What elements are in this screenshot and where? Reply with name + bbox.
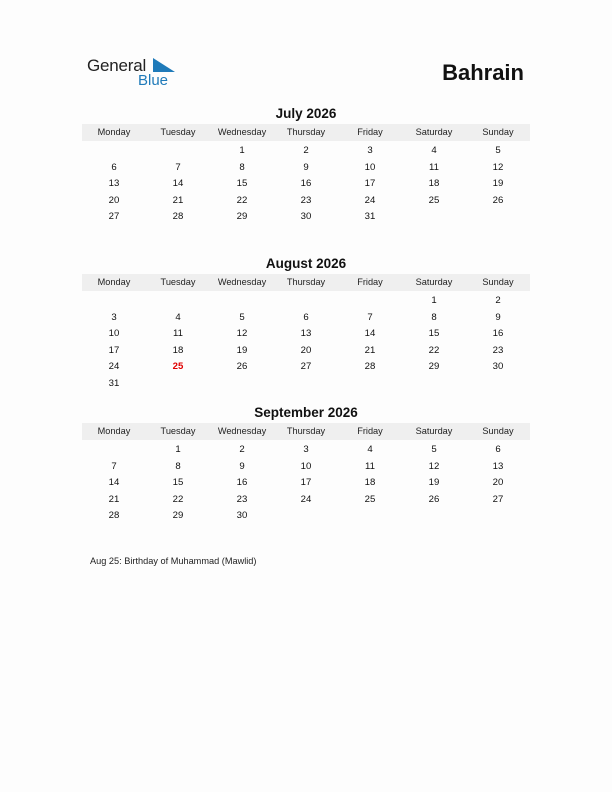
empty-day-cell <box>402 209 466 226</box>
month-august <box>82 255 530 393</box>
week-row <box>82 193 530 210</box>
week-row <box>82 459 530 476</box>
weekday-label: Tuesday <box>160 426 196 436</box>
weekday-label: Friday <box>357 426 383 436</box>
logo-triangle-icon <box>153 58 175 72</box>
empty-day-cell <box>210 293 274 310</box>
day-cell: 9 <box>303 161 309 173</box>
weekday-label: Sunday <box>482 127 514 137</box>
month-july <box>82 105 530 226</box>
week-row <box>82 376 530 393</box>
day-cell: 19 <box>492 178 504 190</box>
empty-day-cell <box>274 508 338 525</box>
day-cell: 15 <box>172 477 184 489</box>
day-cell: 15 <box>428 328 440 340</box>
day-cell: 18 <box>364 477 376 489</box>
day-cell: 28 <box>108 510 120 522</box>
day-cell: 30 <box>236 510 248 522</box>
weekday-label: Saturday <box>415 277 453 287</box>
day-cell: 13 <box>108 178 120 190</box>
day-cell: 30 <box>300 211 312 223</box>
day-cell: 9 <box>239 460 245 472</box>
day-cell: 17 <box>300 477 312 489</box>
day-cell: 16 <box>300 178 312 190</box>
day-cell: 6 <box>303 311 309 323</box>
day-cell: 20 <box>108 194 120 206</box>
empty-day-cell <box>274 376 338 393</box>
weekday-label: Sunday <box>482 426 514 436</box>
day-cell: 27 <box>492 493 504 505</box>
weekday-label: Thursday <box>286 277 326 287</box>
weekday-label: Tuesday <box>160 277 196 287</box>
day-cell: 3 <box>303 444 309 455</box>
day-cell: 24 <box>300 493 312 505</box>
day-cell: 21 <box>172 194 184 206</box>
day-cell: 9 <box>495 311 501 323</box>
day-cell: 7 <box>367 311 373 323</box>
day-cell: 13 <box>492 460 504 472</box>
day-cell: 12 <box>492 161 504 173</box>
day-cell: 18 <box>428 178 440 190</box>
day-cell: 24 <box>364 194 376 206</box>
day-cell: 29 <box>236 211 248 223</box>
day-cell: 2 <box>303 145 309 156</box>
day-cell: 16 <box>236 477 248 489</box>
weekday-label: Wednesday <box>217 127 267 137</box>
day-cell: 14 <box>108 477 120 489</box>
day-cell: 19 <box>236 344 248 356</box>
empty-day-cell <box>402 508 466 525</box>
day-cell: 21 <box>364 344 376 356</box>
day-cell: 1 <box>431 295 437 306</box>
country-title: Bahrain <box>442 60 524 85</box>
day-cell: 30 <box>492 361 504 373</box>
day-cell: 22 <box>236 194 248 206</box>
day-cell: 21 <box>108 493 120 505</box>
empty-day-cell <box>274 293 338 310</box>
empty-day-cell <box>338 376 402 393</box>
day-cell: 1 <box>175 444 181 455</box>
week-row <box>82 508 530 525</box>
empty-day-cell <box>146 143 210 160</box>
logo <box>87 56 187 92</box>
day-cell: 20 <box>492 477 504 489</box>
day-cell: 8 <box>431 311 437 323</box>
empty-day-cell <box>146 293 210 310</box>
day-cell: 23 <box>300 194 312 206</box>
day-cell: 3 <box>367 145 373 156</box>
day-cell: 29 <box>172 510 184 522</box>
weekday-label: Thursday <box>286 127 326 137</box>
empty-day-cell <box>146 376 210 393</box>
day-cell: 12 <box>236 328 248 340</box>
day-cell: 17 <box>108 344 120 356</box>
day-cell: 24 <box>108 361 120 373</box>
week-row <box>82 209 530 226</box>
day-cell: 18 <box>172 344 184 356</box>
day-cell: 4 <box>175 311 181 323</box>
day-cell: 5 <box>495 145 501 156</box>
weekday-header <box>82 423 530 440</box>
day-cell: 31 <box>364 211 376 223</box>
day-cell: 26 <box>492 194 504 206</box>
day-cell: 7 <box>175 161 181 173</box>
day-cell: 5 <box>239 311 245 323</box>
empty-day-cell <box>466 508 530 525</box>
weekday-label: Monday <box>97 277 131 287</box>
empty-day-cell <box>466 209 530 226</box>
day-cell: 6 <box>111 161 117 173</box>
empty-day-cell <box>82 143 146 160</box>
day-cell: 7 <box>111 460 117 472</box>
weekday-label: Friday <box>357 277 383 287</box>
weekday-label: Wednesday <box>217 277 267 287</box>
day-cell: 25 <box>428 194 440 206</box>
day-cell: 10 <box>300 460 312 472</box>
day-cell: 29 <box>428 361 440 373</box>
day-cell: 26 <box>428 493 440 505</box>
day-cell: 10 <box>364 161 376 173</box>
month-grid <box>82 442 530 525</box>
weekday-label: Wednesday <box>217 426 267 436</box>
day-cell: 10 <box>108 328 120 340</box>
empty-day-cell <box>466 376 530 393</box>
day-cell: 23 <box>236 493 248 505</box>
week-row <box>82 475 530 492</box>
weekday-label: Sunday <box>482 277 514 287</box>
empty-day-cell <box>82 293 146 310</box>
day-cell: 1 <box>239 145 245 156</box>
month-title: July 2026 <box>275 106 337 121</box>
empty-day-cell <box>82 442 146 459</box>
day-cell: 13 <box>300 328 312 340</box>
empty-day-cell <box>338 508 402 525</box>
day-cell: 28 <box>172 211 184 223</box>
weekday-label: Tuesday <box>160 127 196 137</box>
day-cell: 22 <box>428 344 440 356</box>
week-row <box>82 359 530 376</box>
weekday-label: Monday <box>97 426 131 436</box>
day-cell: 11 <box>429 161 439 173</box>
day-cell: 4 <box>367 444 373 455</box>
day-cell: 23 <box>492 344 504 356</box>
day-cell: 27 <box>300 361 312 373</box>
week-row <box>82 343 530 360</box>
week-row <box>82 326 530 343</box>
logo-general-text: General <box>87 56 147 75</box>
day-cell: 22 <box>172 493 184 505</box>
day-cell: 11 <box>173 328 183 340</box>
holiday-note: Aug 25: Birthday of Muhammad (Mawlid) <box>90 556 257 566</box>
day-cell: 28 <box>364 361 376 373</box>
day-cell: 14 <box>172 178 184 190</box>
week-row <box>82 143 530 160</box>
week-row <box>82 492 530 509</box>
day-cell: 4 <box>431 145 437 156</box>
weekday-label: Friday <box>357 127 383 137</box>
day-cell: 25 <box>364 493 376 505</box>
day-cell: 14 <box>364 328 376 340</box>
day-cell: 2 <box>239 444 245 455</box>
weekday-label: Thursday <box>286 426 326 436</box>
day-cell: 12 <box>428 460 440 472</box>
day-cell: 15 <box>236 178 248 190</box>
weekday-header <box>82 124 530 141</box>
weekday-label: Saturday <box>415 426 453 436</box>
holiday-notes <box>90 556 256 566</box>
month-grid <box>82 293 530 393</box>
day-cell: 2 <box>495 295 501 306</box>
day-cell: 16 <box>492 328 504 340</box>
day-cell: 17 <box>364 178 376 190</box>
week-row <box>82 442 530 459</box>
week-row <box>82 310 530 327</box>
empty-day-cell <box>402 376 466 393</box>
day-cell: 19 <box>428 477 440 489</box>
day-cell: 20 <box>300 344 312 356</box>
day-cell: 26 <box>236 361 248 373</box>
empty-day-cell <box>210 376 274 393</box>
day-cell: 6 <box>495 444 501 455</box>
logo-blue-text: Blue <box>138 72 169 89</box>
weekday-label: Monday <box>97 127 131 137</box>
holiday-day-cell: 25 <box>172 361 184 373</box>
month-title: September 2026 <box>254 405 358 420</box>
day-cell: 31 <box>108 377 120 389</box>
day-cell: 27 <box>108 211 120 223</box>
day-cell: 8 <box>239 161 245 173</box>
day-cell: 3 <box>111 311 117 323</box>
month-title: August 2026 <box>265 256 347 271</box>
weekday-label: Saturday <box>415 127 453 137</box>
day-cell: 11 <box>365 460 375 472</box>
weekday-header <box>82 274 530 291</box>
day-cell: 5 <box>431 444 437 455</box>
week-row <box>82 176 530 193</box>
month-september <box>82 404 530 525</box>
empty-day-cell <box>338 293 402 310</box>
month-grid <box>82 143 530 226</box>
week-row <box>82 293 530 310</box>
week-row <box>82 160 530 177</box>
day-cell: 8 <box>175 460 181 472</box>
